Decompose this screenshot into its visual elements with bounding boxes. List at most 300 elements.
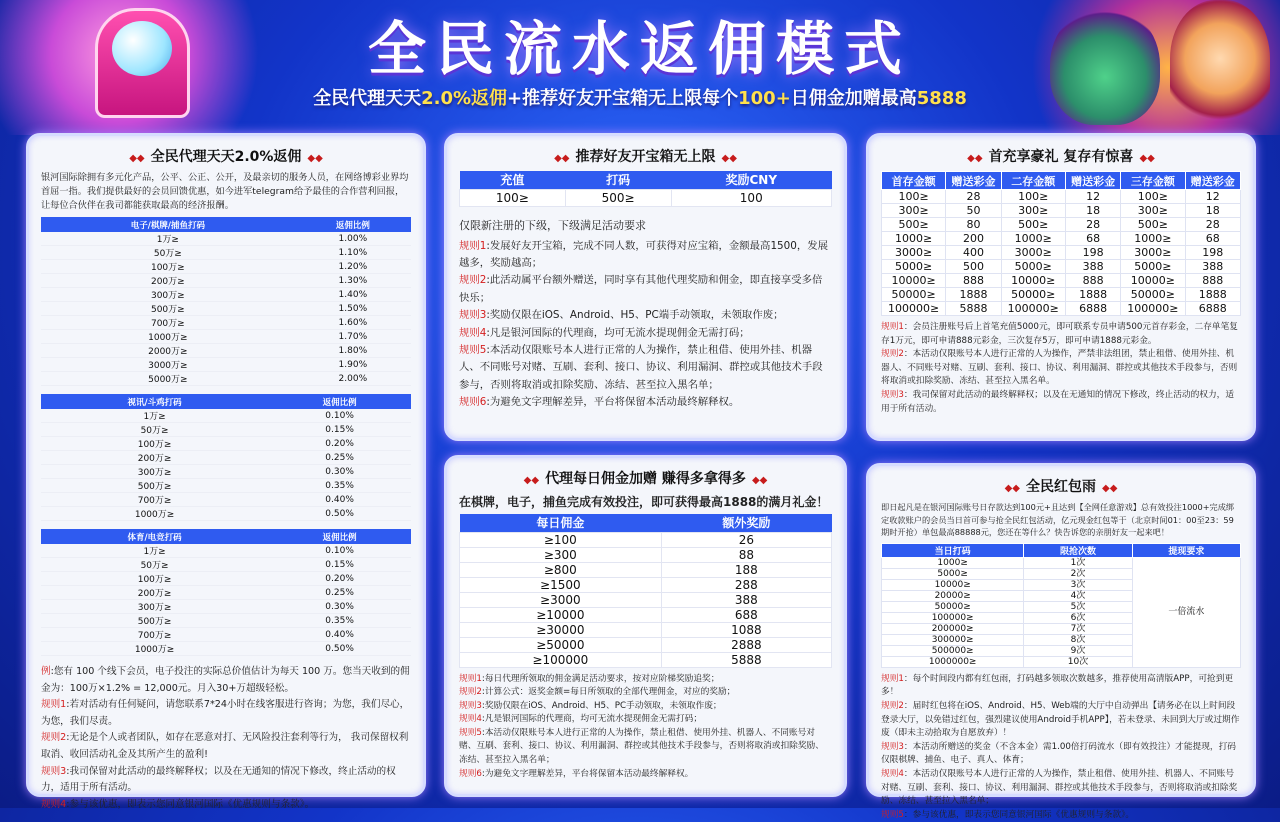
column-header: 每日佣金 <box>460 514 662 532</box>
table-cell: 0.30% <box>268 600 411 614</box>
table-cell: 0.50% <box>268 642 411 656</box>
table-cell: 300万≥ <box>41 465 268 479</box>
table-cell: 50万≥ <box>41 558 268 572</box>
table-row <box>41 260 411 274</box>
subtitle-text-1: 全民代理天天 <box>313 88 422 109</box>
rule-tag: 规则1 <box>459 673 482 684</box>
table-cell: ≥10000 <box>460 607 662 622</box>
page-title: 全民流水返佣模式 <box>367 15 912 83</box>
rule-text: ：会员注册账号后上首笔充值5000元，即可联系专员申请500元首存彩金，二存单笔复存1万元，即可申请888元彩金，三次复存5万，即可申请1888元彩金。 <box>881 322 1238 346</box>
rule-tag: 规则2 <box>881 700 904 711</box>
table-cell: 198 <box>1185 246 1240 260</box>
column-header: 返佣比例 <box>268 529 411 544</box>
commission-table <box>459 514 832 668</box>
table-cell: 1.70% <box>295 330 411 344</box>
table-cell: 200 <box>946 232 1001 246</box>
table-cell: 6次 <box>1024 612 1132 623</box>
rule-item <box>459 394 832 411</box>
table-cell: 68 <box>1065 232 1120 246</box>
table-cell: 200万≥ <box>41 586 268 600</box>
panel-title: ◆◆ 全民代理天天2.0%返佣 ◆◆ <box>129 149 323 165</box>
rule-text: :您有 100 个线下会员，电子投注的实际总价值估计为每天 100 万。您当天收到的佣金为：100万×1.2% = 12,000元。月入30+万超级轻松。 <box>41 666 410 694</box>
rule-text: :为避免文字理解差异，平台将保留本活动最终解释权。 <box>486 396 740 409</box>
column-header: 限抢次数 <box>1024 543 1132 557</box>
column-header: 赠送彩金 <box>1065 172 1120 190</box>
rule-tag: 规则2 <box>459 274 487 287</box>
table-row <box>460 577 832 592</box>
rule-tag: 规则4 <box>881 768 904 779</box>
table-cell: ≥3000 <box>460 592 662 607</box>
table-cell: 300≥ <box>882 204 946 218</box>
table-cell: 400 <box>946 246 1001 260</box>
column-header: 提现要求 <box>1132 543 1240 557</box>
column-header: 额外奖励 <box>661 514 831 532</box>
table-cell: 100万≥ <box>41 572 268 586</box>
rule-text: :若对活动有任何疑问，请您联系7*24小时在线客服进行咨询；为您，我们尽心，为您，我们尽责。 <box>41 699 410 727</box>
table-row <box>41 451 411 465</box>
table-cell: 888 <box>946 274 1001 288</box>
rule-item <box>459 768 832 782</box>
table-cell: 1888 <box>946 288 1001 302</box>
table-cell: 5000≥ <box>882 568 1024 579</box>
rule-text: :每日代理所领取的佣金满足活动要求，按对应阶梯奖励追奖； <box>481 673 720 684</box>
table-cell: 500≥ <box>565 189 671 206</box>
panel-daily-rebate <box>26 133 426 810</box>
table-cell: 1.80% <box>295 344 411 358</box>
table-cell: 100000≥ <box>1121 302 1185 316</box>
rule-tag: 规则3 <box>459 309 487 322</box>
table-cell: 0.10% <box>268 544 411 558</box>
table-cell: 500≥ <box>882 218 946 232</box>
table-cell: 18 <box>1065 204 1120 218</box>
table-cell: 100 <box>671 189 832 206</box>
rule-text: ：每个时间段内都有红包雨，打码越多领取次数越多，推荐使用高清版APP，可抢到更多！ <box>881 673 1234 698</box>
panel-title: ◆◆ 首充享豪礼 复存有惊喜 ◆◆ <box>967 149 1155 165</box>
rule-text: :为避免文字理解差异，平台将保留本活动最终解释权。 <box>481 768 694 779</box>
table-cell: 88 <box>661 547 831 562</box>
rule-item <box>459 238 832 273</box>
table-row <box>41 544 411 558</box>
table-cell: 10000≥ <box>1121 274 1185 288</box>
table-cell: ≥1500 <box>460 577 662 592</box>
column-header: 返佣比例 <box>295 217 411 232</box>
rule-tag: 规则1 <box>41 699 67 711</box>
table-row <box>41 232 411 246</box>
rule-tag: 例 <box>41 666 51 677</box>
rules-list <box>459 673 832 782</box>
rule-tag: 规则4 <box>459 326 487 339</box>
rule-item <box>459 727 832 768</box>
table-cell: 2次 <box>1024 568 1132 579</box>
table-row <box>460 622 832 637</box>
rule-text: :我司保留对此活动的最终解释权；以及在无通知的情况下修改，终止活动的权力，适用于所有活动。 <box>41 765 396 794</box>
table-row <box>41 628 411 642</box>
table-cell: 1888 <box>1065 288 1120 302</box>
rule-text: :发展好友开宝箱，完成不同人数，可获得对应宝箱，金额最高1500，发展越多，奖励越高； <box>459 239 829 269</box>
table-row <box>882 274 1241 288</box>
table-cell: 1.30% <box>295 274 411 288</box>
table-cell: 3次 <box>1024 579 1132 590</box>
table-cell: 5次 <box>1024 601 1132 612</box>
rule-item <box>41 797 411 814</box>
table-cell: 188 <box>661 562 831 577</box>
table-cell: 10000≥ <box>882 579 1024 590</box>
panel-red-envelope <box>866 463 1256 820</box>
column-header: 充值 <box>460 171 566 189</box>
panel-deposit-bonus <box>866 133 1256 441</box>
rule-text: :无论是个人或者团队，如存在恶意对打、无风险投注套利等行为， 我司保留权利取消、收回活动礼金及其所产生的盈利! <box>41 732 409 760</box>
table-row <box>460 592 832 607</box>
rule-tag: 规则6 <box>459 396 487 409</box>
table-row <box>41 614 411 628</box>
table-cell: 1000万≥ <box>41 330 295 344</box>
panel-intro: 即日起凡是在银河国际账号日存款达到100元+且达到【全网任意游戏】总有效投注1000+完成绑定收款账户的会员当日首可参与抢全民红包活动，亿元现金红包等于（北京时间01：00至23：59期时开抢）单包最高88888元，您还在等什么？快告诉您的亲朋好友一起来吧！ <box>881 502 1235 538</box>
column-header: 首存金额 <box>882 172 946 190</box>
subtitle-highlight-2: 100+ <box>738 88 791 109</box>
rule-text: :计算公式：返奖金额=每日所领取的全部代理佣金，对应的奖励； <box>481 687 736 698</box>
rule-text: ：本活动所赠送的奖金（不含本金）需1.00倍打码流水（即有效投注）才能提现，打码仅限棋牌、捕鱼、电子、真人、体育； <box>881 741 1236 766</box>
rule-text: :奖励仅限在iOS、Android、H5、PC手动领取，未领取作废； <box>481 700 722 711</box>
table-cell: 5000≥ <box>882 260 946 274</box>
table-cell: 5000≥ <box>1001 260 1065 274</box>
table-cell: 0.15% <box>268 423 411 437</box>
rule-tag: 规则6 <box>459 768 482 779</box>
table-row <box>41 479 411 493</box>
table-cell: 3000≥ <box>882 246 946 260</box>
rule-text: ：我司保留对此活动的最终解释权；以及在无通知的情况下修改，终止活动的权力，适用于所有活动。 <box>881 389 1235 414</box>
table-cell: 1000万≥ <box>41 642 268 656</box>
table-cell: 50万≥ <box>41 246 295 260</box>
table-cell: 500000≥ <box>882 645 1024 656</box>
table-cell: 1000≥ <box>882 557 1024 568</box>
rule-tag: 规则2 <box>459 687 482 698</box>
rule-item <box>881 700 1241 741</box>
column-header: 当日打码 <box>882 543 1024 557</box>
column-header: 打码 <box>565 171 671 189</box>
table-cell: 288 <box>661 577 831 592</box>
table-row <box>41 274 411 288</box>
table-row <box>41 600 411 614</box>
table-row <box>882 260 1241 274</box>
rule-tag: 规则4 <box>41 798 67 810</box>
table-cell: 8次 <box>1024 634 1132 645</box>
table-row <box>41 437 411 451</box>
table-cell: 1.90% <box>295 358 411 372</box>
table-cell: 5888 <box>661 652 831 667</box>
table-cell: 1088 <box>661 622 831 637</box>
panel-lead: 在棋牌，电子，捕鱼完成有效投注，即可获得最高1888的满月礼金！ <box>459 495 829 509</box>
rule-tag: 规则1 <box>881 322 904 332</box>
table-cell: 700万≥ <box>41 628 268 642</box>
rule-tag: 规则2 <box>881 349 904 360</box>
table-cell: ≥800 <box>460 562 662 577</box>
rule-item <box>881 673 1241 700</box>
table-cell: 1.50% <box>295 302 411 316</box>
table-cell: 100000≥ <box>1001 302 1065 316</box>
table-cell: 1.10% <box>295 246 411 260</box>
rule-item <box>459 713 832 727</box>
rule-text: :本活动仅限账号本人进行正常的人为操作，禁止租借、使用外挂、机器人、不同账号对赌、互刷、套利、接口、协议、利用漏洞、群控或其他技术手段参与，否则将取消或扣除奖励、冻结、甚至拉入黑名单； <box>459 727 824 766</box>
rules-list <box>459 238 832 412</box>
table-cell: 100万≥ <box>41 260 295 274</box>
table-cell: 198 <box>1065 246 1120 260</box>
table-row <box>41 246 411 260</box>
rule-text: :凡是银河国际的代理商，均可无流水提现佣金无需打码； <box>481 714 703 725</box>
table-row <box>41 288 411 302</box>
column-header: 返佣比例 <box>268 394 411 409</box>
table-cell: 500万≥ <box>41 479 268 493</box>
rule-item <box>459 307 832 324</box>
rule-text: ：本活动仅限账号本人进行正常的人为操作，禁止租借、使用外挂、机器人、不同账号对赌、互刷、套利、接口、协议、利用漏洞、群控或其他技术手段参与，否则将取消或扣除奖励、冻结、甚至拉入黑名单； <box>881 768 1238 807</box>
table-cell: 1000万≥ <box>41 507 268 521</box>
table-cell: 1次 <box>1024 557 1132 568</box>
page-subtitle <box>0 84 1280 110</box>
table-cell: 9次 <box>1024 645 1132 656</box>
table-cell: 18 <box>1185 204 1240 218</box>
table-cell: 1000≥ <box>882 232 946 246</box>
table-cell: 1.00% <box>295 232 411 246</box>
table-row <box>882 190 1241 204</box>
rebate-table <box>41 529 411 656</box>
rule-tag: 规则5 <box>459 343 487 356</box>
rules-list <box>881 673 1241 822</box>
panel-intro: 银河国际除拥有多元化产品，公平、公正、公开，及最亲切的服务人员，在网络博彩业界均首屈一指。我们提供最好的会员回馈优惠，如今进军telegram给予最佳的合作营利回报，让每位合伙伴在我司都能获取最高的经济报酬。 <box>41 172 409 211</box>
table-cell: 0.20% <box>268 572 411 586</box>
panel-title: ◆◆ 全民红包雨 ◆◆ <box>1004 479 1118 495</box>
table-cell: 80 <box>946 218 1001 232</box>
table-cell: 5000万≥ <box>41 372 295 386</box>
table-cell: 10次 <box>1024 656 1132 667</box>
rule-item <box>41 764 411 797</box>
column-header: 视讯/斗鸡打码 <box>41 394 268 409</box>
table-cell: 888 <box>1065 274 1120 288</box>
rule-tag: 规则5 <box>459 727 482 738</box>
table-row <box>41 465 411 479</box>
table-cell: ≥100000 <box>460 652 662 667</box>
table-row <box>41 372 411 386</box>
table-row <box>41 316 411 330</box>
panel-title: ◆◆ 推荐好友开宝箱无上限 ◆◆ <box>554 149 737 165</box>
panel-title: ◆◆ 代理每日佣金加赠 赚得多拿得多 ◆◆ <box>523 471 768 487</box>
table-row <box>41 358 411 372</box>
referral-table <box>459 171 832 207</box>
table-cell: 300万≥ <box>41 288 295 302</box>
table-cell: 0.35% <box>268 614 411 628</box>
table-cell: 0.15% <box>268 558 411 572</box>
table-cell: 20000≥ <box>882 590 1024 601</box>
table-cell: 2888 <box>661 637 831 652</box>
panel-daily-commission <box>444 455 847 797</box>
table-cell: 50000≥ <box>1001 288 1065 302</box>
table-cell: 1000000≥ <box>882 656 1024 667</box>
table-row <box>41 423 411 437</box>
table-cell: 4次 <box>1024 590 1132 601</box>
table-cell: ≥300 <box>460 547 662 562</box>
table-cell: 100万≥ <box>41 437 268 451</box>
table-cell: 3000≥ <box>1121 246 1185 260</box>
rules-list <box>881 321 1241 416</box>
rule-text: ：本活动仅限账号本人进行正常的人为操作，严禁非法组团，禁止租借、使用外挂、机器人、不同账号对赌、互刷、套利、接口、协议、利用漏洞、群控或其他技术手段参与，否则将取消或扣除奖励、冻结、甚至拉入黑名单。 <box>881 349 1238 387</box>
withdraw-requirement-cell: 一倍流水 <box>1132 557 1240 667</box>
rule-tag: 规则2 <box>41 732 67 744</box>
table-cell: 100≥ <box>460 189 566 206</box>
table-row <box>882 246 1241 260</box>
rule-item <box>459 272 832 307</box>
rule-text: :此活动属平台额外赠送，同时享有其他代理奖励和佣金，即直接享受多倍快乐； <box>459 274 823 304</box>
table-cell: 200000≥ <box>882 623 1024 634</box>
table-cell: 0.40% <box>268 628 411 642</box>
table-cell: 12 <box>1185 190 1240 204</box>
table-cell: 1万≥ <box>41 232 295 246</box>
rule-tag: 规则1 <box>881 673 904 684</box>
rebate-tables <box>41 217 411 656</box>
table-cell: 28 <box>1065 218 1120 232</box>
table-cell: 1万≥ <box>41 544 268 558</box>
rule-item <box>459 700 832 714</box>
table-cell: 388 <box>1065 260 1120 274</box>
table-cell: 12 <box>1065 190 1120 204</box>
rule-text: ：届时红包将在iOS、Android、H5、Web端的大厅中自动弹出【请务必在以上时间段登录大厅，以免错过红包，强烈建议使用Android手机APP】，若未登录、未回到大厅或过期作废（即未主动拾取为自愿放弃）！ <box>881 700 1240 739</box>
rule-tag: 规则5 <box>881 809 904 820</box>
table-cell: 10000≥ <box>882 274 946 288</box>
table-row <box>460 547 832 562</box>
table-cell: 700万≥ <box>41 316 295 330</box>
table-cell: 50 <box>946 204 1001 218</box>
table-cell: 3000≥ <box>1001 246 1065 260</box>
red-envelope-table <box>881 543 1241 668</box>
table-row <box>41 302 411 316</box>
rule-text: :参与该优惠，即表示您同意银河国际《优惠规则与条款》。 <box>66 798 315 810</box>
rule-item <box>459 325 832 342</box>
rule-item <box>881 809 1241 822</box>
panel-referral-chest <box>444 133 847 441</box>
table-row <box>41 586 411 600</box>
table-cell: 100≥ <box>1121 190 1185 204</box>
table-cell: 100≥ <box>882 190 946 204</box>
subtitle-highlight-3: 5888 <box>916 88 967 109</box>
table-row <box>460 607 832 622</box>
table-cell: 700万≥ <box>41 493 268 507</box>
table-cell: 50000≥ <box>882 288 946 302</box>
table-row <box>41 409 411 423</box>
table-row <box>460 532 832 547</box>
table-cell: 1.60% <box>295 316 411 330</box>
column-header: 电子/棋牌/捕鱼打码 <box>41 217 295 232</box>
column-header: 赠送彩金 <box>1185 172 1240 190</box>
table-row <box>41 558 411 572</box>
table-row <box>882 218 1241 232</box>
table-cell: 5888 <box>946 302 1001 316</box>
panel-lead: 仅限新注册的下级，下级满足活动要求 <box>459 218 646 232</box>
rule-tag: 规则3 <box>459 700 482 711</box>
table-cell: ≥50000 <box>460 637 662 652</box>
rule-item <box>459 673 832 687</box>
table-cell: 0.25% <box>268 586 411 600</box>
table-cell: 100000≥ <box>882 612 1024 623</box>
table-row <box>41 344 411 358</box>
table-row <box>460 562 832 577</box>
table-cell: 2.00% <box>295 372 411 386</box>
table-cell: 500万≥ <box>41 614 268 628</box>
rule-text: :本活动仅限账号本人进行正常的人为操作，禁止租借、使用外挂、机器人、不同账号对赌、互刷、套利、接口、协议、利用漏洞、群控或其他技术手段参与，否则将取消或扣除奖励、冻结、甚至拉入黑名单； <box>459 343 823 391</box>
table-row <box>882 288 1241 302</box>
table-cell: 1万≥ <box>41 409 268 423</box>
table-cell: 50000≥ <box>1121 288 1185 302</box>
table-cell: 7次 <box>1024 623 1132 634</box>
table-cell: 500 <box>946 260 1001 274</box>
column-header: 二存金额 <box>1001 172 1065 190</box>
rule-item <box>881 741 1241 768</box>
table-cell: 6888 <box>1185 302 1240 316</box>
rule-item <box>459 342 832 394</box>
table-cell: 200万≥ <box>41 274 295 288</box>
table-cell: 1000≥ <box>1001 232 1065 246</box>
rebate-table <box>41 217 411 386</box>
column-header: 奖励CNY <box>671 171 832 189</box>
table-cell: 0.40% <box>268 493 411 507</box>
subtitle-text-3: 日佣金加赠最高 <box>790 88 917 109</box>
column-header: 赠送彩金 <box>946 172 1001 190</box>
column-header: 体育/电竞打码 <box>41 529 268 544</box>
column-header: 三存金额 <box>1121 172 1185 190</box>
table-row <box>41 507 411 521</box>
rule-tag: 规则1 <box>459 239 487 252</box>
rule-tag: 规则4 <box>459 714 482 725</box>
table-cell: 500≥ <box>1001 218 1065 232</box>
rule-item <box>41 664 411 697</box>
rebate-table <box>41 394 411 521</box>
rule-tag: 规则3 <box>41 765 67 777</box>
rule-item <box>881 348 1241 389</box>
table-cell: 28 <box>946 190 1001 204</box>
table-cell: 0.30% <box>268 465 411 479</box>
table-row <box>882 302 1241 316</box>
table-row <box>41 330 411 344</box>
deposit-bonus-table <box>881 171 1241 316</box>
table-cell: 1.40% <box>295 288 411 302</box>
table-cell: 5000≥ <box>1121 260 1185 274</box>
table-cell: 0.25% <box>268 451 411 465</box>
rules-list <box>41 664 411 813</box>
table-cell: 300≥ <box>1001 204 1065 218</box>
table-cell: 300万≥ <box>41 600 268 614</box>
table-cell: 300≥ <box>1121 204 1185 218</box>
rule-tag: 规则3 <box>881 741 904 752</box>
table-cell: 388 <box>1185 260 1240 274</box>
table-cell: 3000万≥ <box>41 358 295 372</box>
table-cell: 0.10% <box>268 409 411 423</box>
rule-tag: 规则3 <box>881 389 904 400</box>
subtitle-highlight-1: 2.0%返佣 <box>421 88 508 109</box>
table-cell: 888 <box>1185 274 1240 288</box>
rule-text: :凡是银河国际的代理商，均可无流水提现佣金无需打码； <box>486 326 750 339</box>
table-cell: 500万≥ <box>41 302 295 316</box>
table-row <box>882 204 1241 218</box>
rule-text: ：参与该优惠，即表示您同意银河国际《优惠规则与条款》。 <box>903 809 1135 820</box>
table-row <box>41 572 411 586</box>
table-cell: 28 <box>1185 218 1240 232</box>
rule-text: :奖励仅限在iOS、Android、H5、PC端手动领取，未领取作废； <box>486 309 784 322</box>
subtitle-text-2: +推荐好友开宝箱无上限每个 <box>507 88 739 109</box>
table-cell: 0.50% <box>268 507 411 521</box>
table-cell: 68 <box>1185 232 1240 246</box>
table-cell: 100≥ <box>1001 190 1065 204</box>
table-row <box>460 637 832 652</box>
table-cell: 50万≥ <box>41 423 268 437</box>
table-row <box>41 493 411 507</box>
rule-item <box>41 697 411 730</box>
table-cell: 26 <box>661 532 831 547</box>
